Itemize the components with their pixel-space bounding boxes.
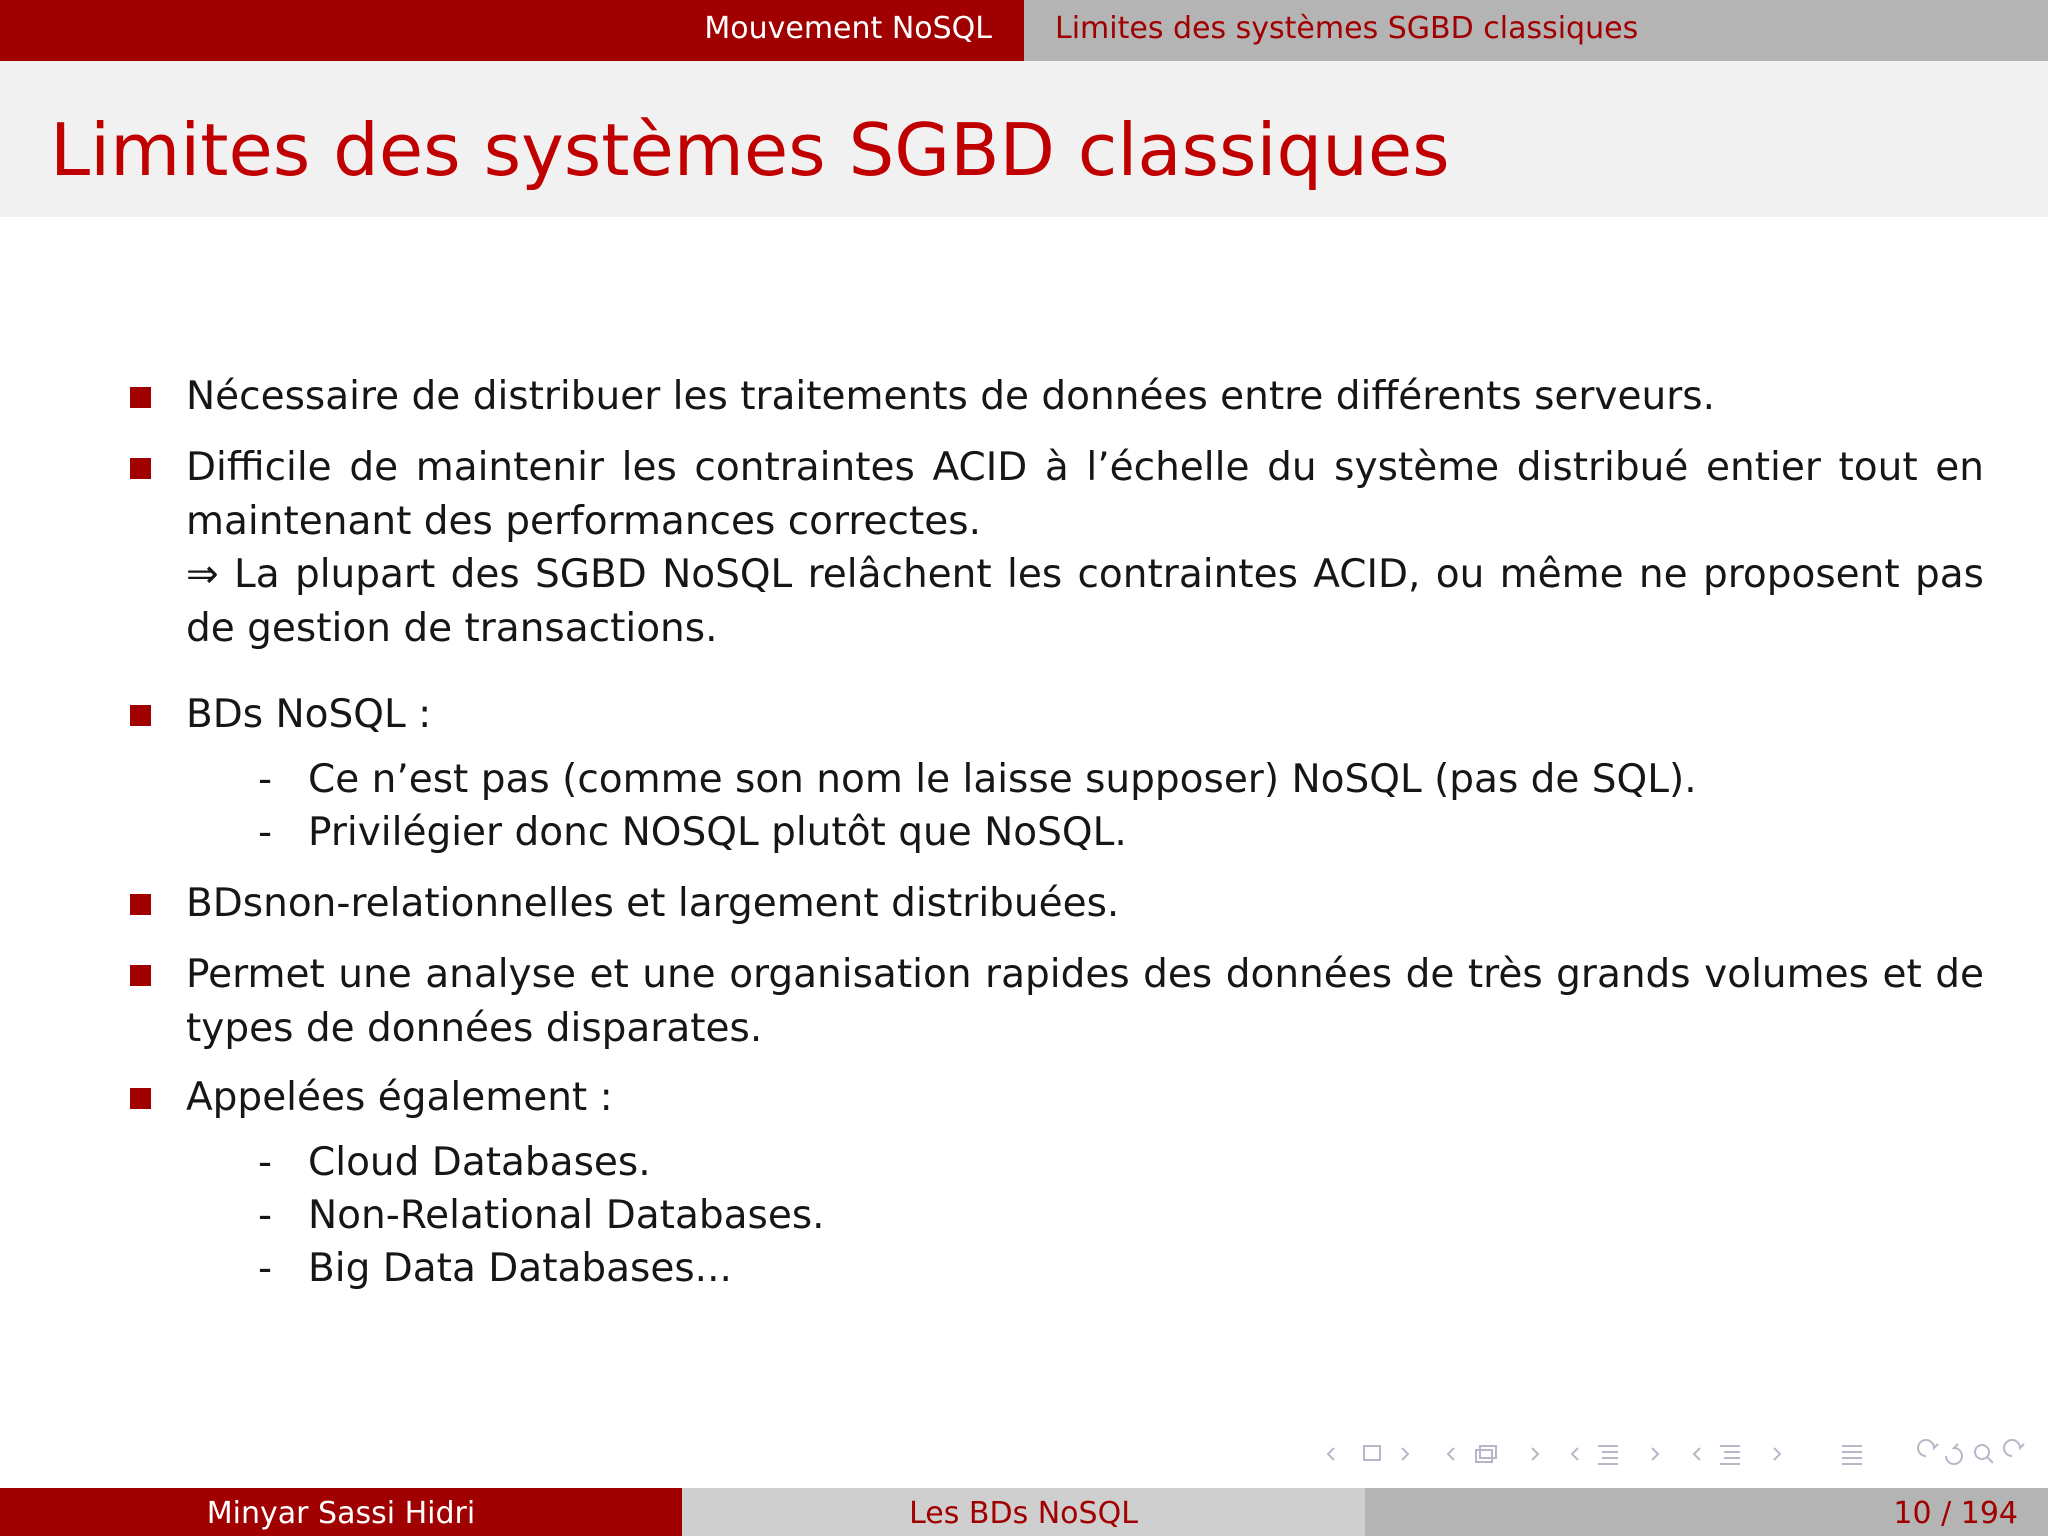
slide-title: Limites des systèmes SGBD classiques <box>50 108 1450 192</box>
bullet-marker <box>130 1088 151 1109</box>
footer-author: Minyar Sassi Hidri <box>206 1496 476 1531</box>
alias-item: Non-Relational Databases. <box>308 1193 825 1238</box>
arrow-left-icon[interactable] <box>1448 1448 1454 1460</box>
align-icon[interactable] <box>1720 1446 1740 1464</box>
arrow-left-icon[interactable] <box>1328 1448 1334 1460</box>
beamer-navigation-symbols <box>1322 1438 2042 1470</box>
dash-marker: - <box>258 1193 273 1238</box>
frame-icon[interactable] <box>1364 1446 1380 1460</box>
arrow-left-icon[interactable] <box>1694 1448 1700 1460</box>
footer-author-cell <box>0 1488 682 1536</box>
bullet-marker <box>130 965 151 986</box>
section-label[interactable]: Mouvement NoSQL <box>704 11 992 46</box>
bullet-nosql: BDs NoSQL : <box>186 692 432 737</box>
arrow-left-icon[interactable] <box>1572 1448 1578 1460</box>
dash-marker: - <box>258 1140 273 1185</box>
bullet-marker <box>130 458 151 479</box>
footer-title-cell <box>682 1488 1365 1536</box>
footer-bar <box>0 1488 2048 1536</box>
section-icon[interactable] <box>1598 1446 1618 1464</box>
arrow-right-icon[interactable] <box>1402 1448 1408 1460</box>
search-icon[interactable] <box>1975 1445 1989 1459</box>
bullet-acid-consequence: ⇒ La plupart des SGBD NoSQL relâchent les contraintes ACID, ou même ne proposent pas de gestion de transactions. <box>186 552 1984 651</box>
bullet-analysis: Permet une analyse et une organisation rapides des données de très grands volumes et de types de données disparates. <box>186 952 1984 1051</box>
bullet-acid: Difficile de maintenir les contraintes ACID à l’échelle du système distribué entier tout en maintenant des performances correctes. <box>186 445 1984 544</box>
bullet-aliases: Appelées également : <box>186 1075 613 1120</box>
alias-item: Big Data Databases... <box>308 1246 732 1291</box>
back-icon[interactable] <box>2004 1440 2024 1456</box>
navigation-icons-svg <box>1322 1438 2042 1470</box>
bullet-marker <box>130 387 151 408</box>
arrow-right-icon[interactable] <box>1532 1448 1538 1460</box>
dash-marker: - <box>258 1246 273 1291</box>
footer-title: Les BDs NoSQL <box>909 1496 1138 1531</box>
dash-marker: - <box>258 810 273 855</box>
arrow-right-icon[interactable] <box>1774 1448 1780 1460</box>
bullet-marker <box>130 894 151 915</box>
align-icon[interactable] <box>1842 1446 1862 1464</box>
nosql-sub-item: Ce n’est pas (comme son nom le laisse supposer) NoSQL (pas de SQL). <box>308 757 1697 802</box>
bullet-non-relational: BDsnon-relationnelles et largement distribuées. <box>186 881 1120 926</box>
dash-marker: - <box>258 757 273 802</box>
arrow-right-icon[interactable] <box>1652 1448 1658 1460</box>
back-icon[interactable] <box>1918 1440 1938 1456</box>
bullet-distribute: Nécessaire de distribuer les traitements de données entre différents serveurs. <box>186 374 1715 419</box>
alias-item: Cloud Databases. <box>308 1140 651 1185</box>
forward-icon[interactable] <box>1946 1444 1962 1464</box>
footer-page-cell <box>1365 1488 2048 1536</box>
page-number: 10 / 194 <box>1893 1496 2018 1531</box>
bullet-marker <box>130 705 151 726</box>
subsection-label[interactable]: Limites des systèmes SGBD classiques <box>1055 11 1639 46</box>
subsection-icon[interactable] <box>1476 1446 1496 1462</box>
nosql-sub-item: Privilégier donc NOSQL plutôt que NoSQL. <box>308 810 1127 855</box>
